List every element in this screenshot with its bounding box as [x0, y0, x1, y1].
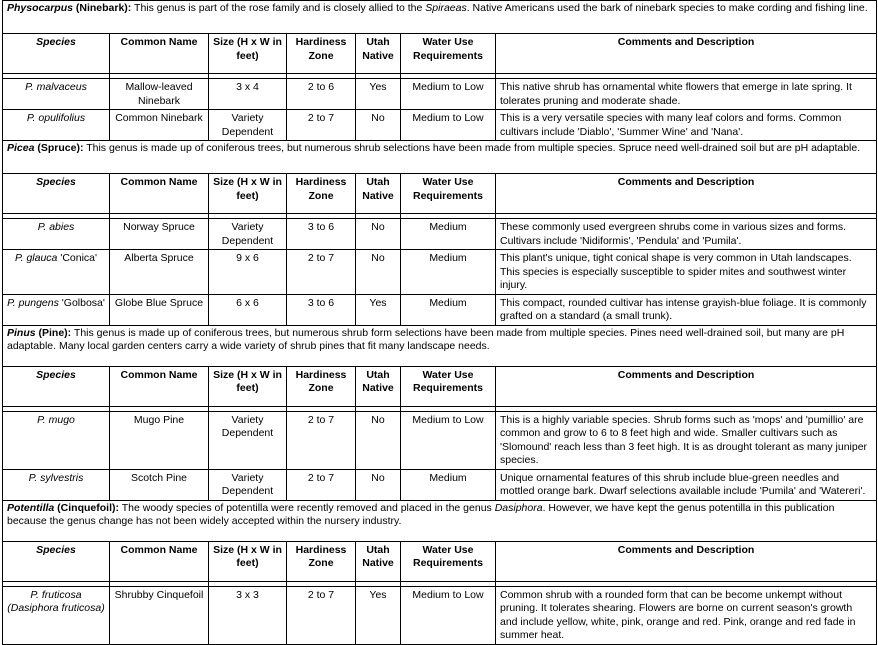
size-cell: Variety Dependent	[209, 219, 287, 250]
water-cell: Medium	[401, 250, 496, 295]
genus-description: This genus is made up of coniferous trees, but numerous shrub form selections have been made from multiple species. Pines need well-drained soil, but many are pH adaptable. Many local garden centers carry a wide variety of shrub pines that fit many landscape needs.	[7, 326, 845, 352]
header-comments: Comments and Description	[496, 541, 877, 581]
genus-intro-row	[3, 500, 877, 541]
native-cell: Yes	[356, 586, 401, 644]
genus-intro	[3, 141, 877, 174]
column-header-row	[3, 541, 877, 581]
header-utah-native: Utah Native	[356, 34, 401, 74]
header-common-name: Common Name	[110, 366, 209, 406]
genus-description-cont: . However, we have kept the genus potentilla in this publication because the genus change has not been widely accepted within the nursery industry.	[7, 501, 835, 527]
genus-description: This genus is part of the rose family and is closely allied to the	[131, 2, 426, 14]
genus-common-name: (Cinquefoil):	[54, 501, 119, 514]
species-cell	[3, 219, 110, 250]
header-species: Species	[3, 541, 110, 581]
size-cell: Variety Dependent	[209, 469, 287, 500]
species-name: P. fruticosa (Dasiphora fruticosa)	[7, 588, 105, 614]
genus-heading	[7, 502, 119, 514]
genus-name: Picea	[7, 142, 35, 154]
comments-cell: This is a very versatile species with many leaf colors and forms. Common cultivars include 'Diablo', 'Summer Wine' and 'Nana'.	[496, 110, 877, 141]
size-cell: 3 x 4	[209, 79, 287, 110]
header-size: Size (H x W in feet)	[209, 366, 287, 406]
size-cell: Variety Dependent	[209, 110, 287, 141]
plant-table	[2, 0, 877, 645]
genus-description-italic: Spiraeas	[425, 2, 467, 14]
header-comments: Comments and Description	[496, 366, 877, 406]
header-utah-native: Utah Native	[356, 541, 401, 581]
common-name-cell: Globe Blue Spruce	[110, 294, 209, 325]
hardiness-cell: 3 to 6	[287, 294, 356, 325]
species-row	[3, 469, 877, 500]
native-cell: No	[356, 219, 401, 250]
water-cell: Medium to Low	[401, 411, 496, 469]
header-species: Species	[3, 366, 110, 406]
header-common-name: Common Name	[110, 174, 209, 214]
species-row	[3, 110, 877, 141]
species-name: P. pungens	[7, 296, 59, 309]
water-cell: Medium	[401, 219, 496, 250]
species-row	[3, 219, 877, 250]
species-row	[3, 79, 877, 110]
native-cell: Yes	[356, 294, 401, 325]
comments-cell: This plant's unique, tight conical shape is very common in Utah landscapes. This species is especially susceptible to spider mites and southwest winter injury.	[496, 250, 877, 295]
water-cell: Medium	[401, 294, 496, 325]
column-header-row	[3, 366, 877, 406]
size-cell: 9 x 6	[209, 250, 287, 295]
genus-name: Physocarpus	[7, 2, 73, 14]
genus-intro	[3, 1, 877, 34]
species-cell	[3, 469, 110, 500]
header-comments: Comments and Description	[496, 174, 877, 214]
species-name: P. malvaceus	[25, 81, 87, 93]
header-hardiness: Hardiness Zone	[287, 174, 356, 214]
genus-description: This genus is made up of coniferous trees, but numerous shrub selections have been made from multiple species. Spruce need well-drained soil but are pH adaptable.	[83, 142, 861, 154]
genus-intro-row	[3, 325, 877, 366]
comments-cell: Unique ornamental features of this shrub include blue-green needles and mottled orange bark. Dwarf selections available include 'Pumila' and 'Watereri'.	[496, 469, 877, 500]
native-cell: No	[356, 250, 401, 295]
common-name-cell: Norway Spruce	[110, 219, 209, 250]
size-cell: 3 x 3	[209, 586, 287, 644]
common-name-cell: Shrubby Cinquefoil	[110, 586, 209, 644]
header-utah-native: Utah Native	[356, 174, 401, 214]
genus-common-name: (Ninebark):	[72, 2, 132, 14]
genus-name: Potentilla	[7, 501, 55, 514]
native-cell: Yes	[356, 79, 401, 110]
genus-description-cont: . Native Americans used the bark of ninebark species to make cording and fishing line.	[466, 2, 868, 14]
comments-cell: This is a highly variable species. Shrub forms such as 'mops' and 'pumillio' are common and grow to 6 to 8 feet high and wide. Smaller cultivars such as 'Slomound' reach less than 3 feet high. It is as drought tolerant as many juniper species.	[496, 411, 877, 469]
species-cell	[3, 411, 110, 469]
native-cell: No	[356, 110, 401, 141]
common-name-cell: Mallow-leaved Ninebark	[110, 79, 209, 110]
cultivar-name: 'Conica'	[57, 252, 98, 264]
genus-intro	[3, 500, 877, 541]
header-water: Water Use Requirements	[401, 174, 496, 214]
hardiness-cell: 2 to 7	[287, 411, 356, 469]
genus-description-italic: Dasiphora	[494, 501, 543, 514]
header-hardiness: Hardiness Zone	[287, 366, 356, 406]
species-cell	[3, 110, 110, 141]
genus-heading	[7, 2, 131, 14]
genus-common-name: (Pine):	[35, 326, 72, 339]
species-row	[3, 294, 877, 325]
species-row	[3, 250, 877, 295]
comments-cell: Common shrub with a rounded form that can be become unkempt without pruning. It tolerates shearing. Flowers are borne on current season's growth and include yellow, white, pink, orange and red. Pink, orange and red fade in summer heat.	[496, 586, 877, 644]
hardiness-cell: 2 to 7	[287, 586, 356, 644]
header-water: Water Use Requirements	[401, 541, 496, 581]
water-cell: Medium to Low	[401, 110, 496, 141]
genus-common-name: (Spruce):	[34, 142, 84, 154]
header-hardiness: Hardiness Zone	[287, 541, 356, 581]
species-cell	[3, 294, 110, 325]
water-cell: Medium	[401, 469, 496, 500]
header-size: Size (H x W in feet)	[209, 541, 287, 581]
genus-heading	[7, 142, 83, 154]
species-cell	[3, 79, 110, 110]
common-name-cell: Alberta Spruce	[110, 250, 209, 295]
genus-description: The woody species of potentilla were recently removed and placed in the genus	[119, 501, 495, 514]
header-utah-native: Utah Native	[356, 366, 401, 406]
species-name: P. abies	[37, 221, 75, 233]
species-cell	[3, 250, 110, 295]
water-cell: Medium to Low	[401, 586, 496, 644]
species-name: P. mugo	[37, 413, 75, 426]
size-cell: Variety Dependent	[209, 411, 287, 469]
common-name-cell: Scotch Pine	[110, 469, 209, 500]
hardiness-cell: 2 to 6	[287, 79, 356, 110]
species-name: P. glauca	[14, 252, 58, 264]
water-cell: Medium to Low	[401, 79, 496, 110]
cultivar-name: 'Golbosa'	[58, 296, 105, 309]
common-name-cell: Mugo Pine	[110, 411, 209, 469]
hardiness-cell: 2 to 7	[287, 110, 356, 141]
hardiness-cell: 2 to 7	[287, 469, 356, 500]
size-cell: 6 x 6	[209, 294, 287, 325]
genus-intro-row	[3, 1, 877, 34]
header-hardiness: Hardiness Zone	[287, 34, 356, 74]
genus-intro	[3, 325, 877, 366]
species-name: P. sylvestris	[28, 471, 84, 484]
species-row	[3, 586, 877, 644]
genus-name: Pinus	[7, 326, 36, 339]
comments-cell: This compact, rounded cultivar has intense grayish-blue foliage. It is commonly grafted on a standard (a small trunk).	[496, 294, 877, 325]
header-water: Water Use Requirements	[401, 366, 496, 406]
species-row	[3, 411, 877, 469]
header-species: Species	[3, 174, 110, 214]
header-water: Water Use Requirements	[401, 34, 496, 74]
genus-intro-row	[3, 141, 877, 174]
hardiness-cell: 3 to 6	[287, 219, 356, 250]
header-common-name: Common Name	[110, 34, 209, 74]
native-cell: No	[356, 411, 401, 469]
common-name-cell: Common Ninebark	[110, 110, 209, 141]
header-comments: Comments and Description	[496, 34, 877, 74]
column-header-row	[3, 174, 877, 214]
genus-heading	[7, 327, 71, 339]
species-name: P. opulifolius	[26, 112, 86, 124]
header-species: Species	[3, 34, 110, 74]
header-size: Size (H x W in feet)	[209, 34, 287, 74]
species-cell	[3, 586, 110, 644]
native-cell: No	[356, 469, 401, 500]
header-size: Size (H x W in feet)	[209, 174, 287, 214]
hardiness-cell: 2 to 7	[287, 250, 356, 295]
column-header-row	[3, 34, 877, 74]
comments-cell: This native shrub has ornamental white flowers that emerge in late spring. It tolerates pruning and moderate shade.	[496, 79, 877, 110]
comments-cell: These commonly used evergreen shrubs come in various sizes and forms. Cultivars include 'Nidiformis', 'Pendula' and 'Pumila'.	[496, 219, 877, 250]
header-common-name: Common Name	[110, 541, 209, 581]
